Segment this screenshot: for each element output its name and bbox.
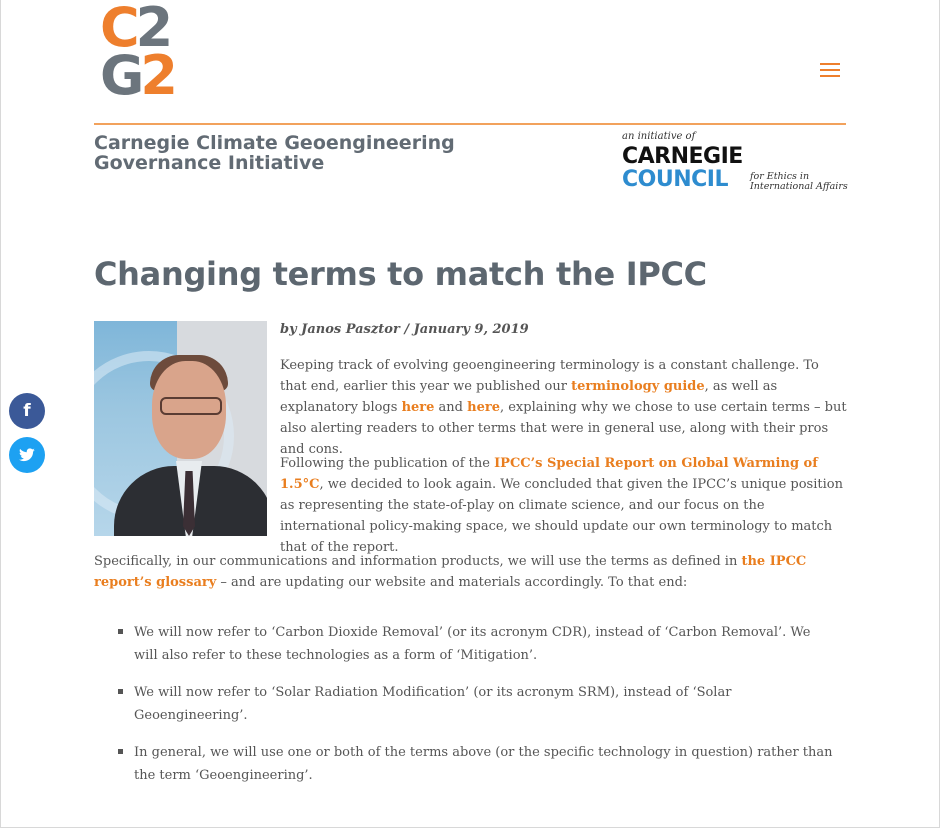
logo-2a: 2 [135,0,170,59]
terms-list [118,621,838,801]
header-divider [94,123,846,125]
carnegie-council-logo[interactable] [622,131,848,197]
post-byline: by Janos Pasztor / January 9, 2019 [280,322,529,337]
post-title: Changing terms to match the IPCC [94,255,707,293]
facebook-icon: f [23,401,31,421]
list-item: We will now refer to ‘Solar Radiation Modification’ (or its acronym SRM), instead of ‘Solar Geoengineering’. [118,681,838,727]
logo-2b: 2 [140,44,174,107]
partner-name-council: COUNCIL [622,167,728,192]
partner-tagline: for Ethics in International Affairs [750,171,848,192]
terminology-guide-link[interactable]: terminology guide [571,379,705,394]
site-title: Carnegie Climate Geoengineering Governance Initiative [94,132,455,174]
list-item: In general, we will use one or both of the terms above (or the specific technology in question) rather than the term ‘Geoengineering’. [118,741,838,787]
facebook-share-button[interactable] [9,393,45,429]
ipcc-report-link[interactable]: IPCC’s Special Report on Global Warming of 1.5°C [280,456,818,492]
here-link-1[interactable]: here [401,400,435,415]
paragraph-ipcc: Following the publication of the IPCC’s Special Report on Global Warming of 1.5°C, we decided to look again. We concluded that given the IPCC’s unique position as representing the state-of-play on climate science, and our focus on the international policy-making space, we should update our own terminology to match that of the report. [280,456,843,555]
ipcc-glossary-link[interactable]: the IPCC report’s glossary [94,554,807,590]
partner-initiative-text: an initiative of [622,131,696,142]
author-photo [94,321,267,536]
partner-name-carnegie: CARNEGIE [622,144,743,169]
here-link-2[interactable]: here [467,400,500,415]
logo-c: C [100,0,136,59]
twitter-icon [19,448,35,462]
list-item: We will now refer to ‘Carbon Dioxide Removal’ (or its acronym CDR), instead of ‘Carbon Removal’. We will also refer to these technologies as a form of ‘Mitigation’. [118,621,838,667]
twitter-share-button[interactable] [9,437,45,473]
logo-g: G [100,44,141,107]
paragraph-glossary: Specifically, in our communications and information products, we will use the terms as defined in the IPCC report’s glossary – and are updating our website and materials accordingly. To that end: [94,554,807,590]
site-logo[interactable] [100,0,192,107]
menu-icon[interactable] [820,63,840,79]
paragraph-intro: Keeping track of evolving geoengineering terminology is a constant challenge. To that end, earlier this year we published our terminology guide, as well as explanatory blogs here and here, explaining why we chose to use certain terms – but also alerting readers to other terms that were in general use, along with their pros and cons. [280,358,847,457]
